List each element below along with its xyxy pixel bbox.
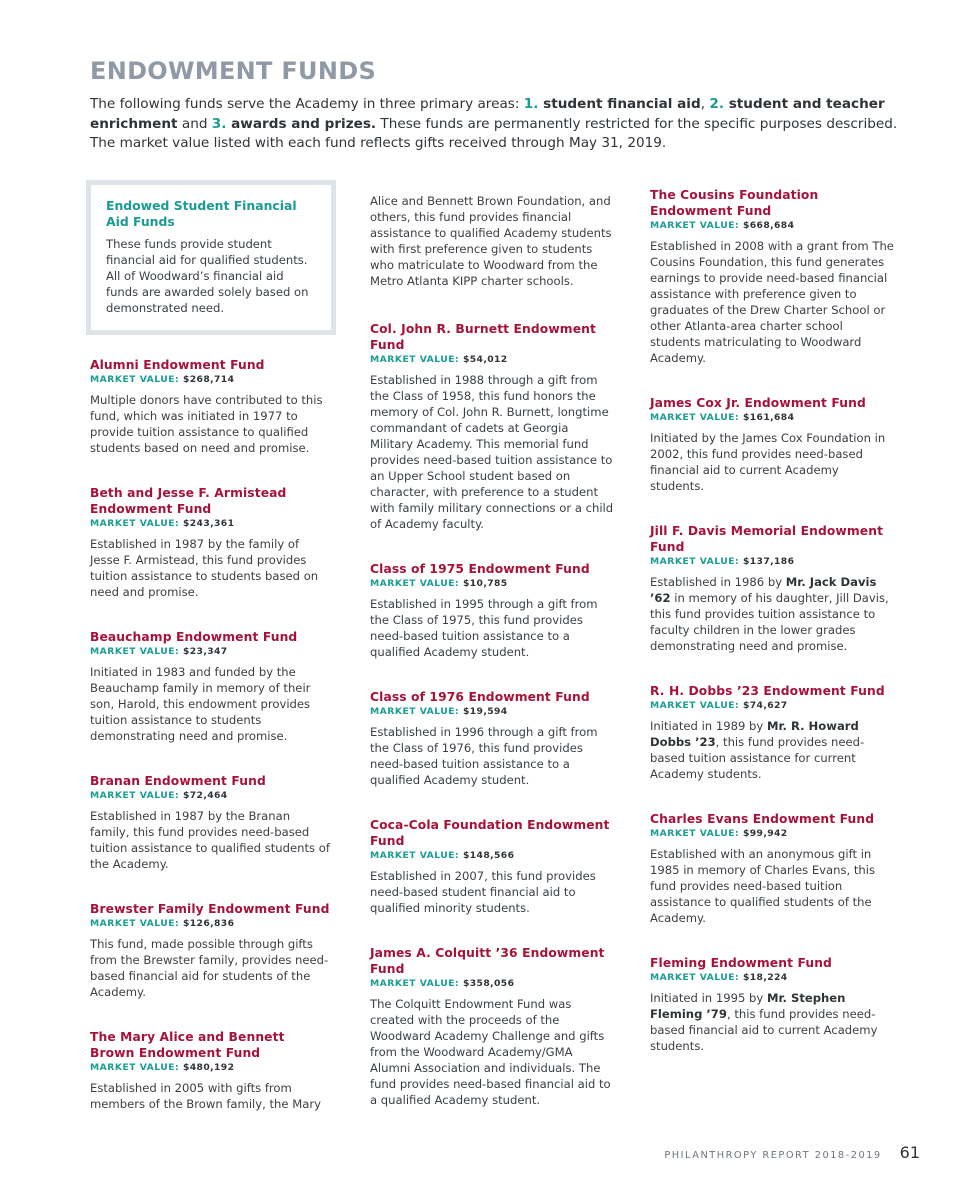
market-value: MARKET VALUE: $161,684 <box>650 412 795 423</box>
fund-description: Established in 1996 through a gift from the Class of 1976, this fund provides need-based tuition assistance to a qualified Academy student. <box>370 725 598 787</box>
fund-name: The Mary Alice and Bennett Brown Endowment Fund <box>90 1030 285 1060</box>
financial-aid-callout <box>86 180 336 335</box>
fund-name: Coca-Cola Foundation Endowment Fund <box>370 818 610 848</box>
fund-name: Fleming Endowment Fund <box>650 956 832 970</box>
fund-name: Charles Evans Endowment Fund <box>650 812 875 826</box>
fund-entry <box>650 395 895 494</box>
fund-description: Established in 2008 with a grant from The Cousins Foundation, this fund generates earnings to provide need-based financial assistance with preference given to graduates of the Drew Charter School or other Atlanta-area charter school students matriculating to Woodward Academy. <box>650 239 894 365</box>
fund-description: Initiated in 1989 by Mr. R. Howard Dobbs ’23, this fund provides need-based tuition assistance for current Academy students. <box>650 719 865 781</box>
fund-entry <box>86 629 331 744</box>
fund-name: James Cox Jr. Endowment Fund <box>650 396 866 410</box>
fund-name: Col. John R. Burnett Endowment Fund <box>370 322 596 352</box>
page-footer <box>664 1143 920 1162</box>
fund-description: Established in 1986 by Mr. Jack Davis ’62 in memory of his daughter, Jill Davis, this fund provides tuition assistance to faculty children in the lower grades demonstrating need and promise. <box>650 575 889 653</box>
market-value: MARKET VALUE: $480,192 <box>90 1062 235 1073</box>
fund-name: Class of 1975 Endowment Fund <box>370 562 590 576</box>
fund-description: Multiple donors have contributed to this fund, which was initiated in 1977 to provide tuition assistance to qualified students based on need and promise. <box>90 393 323 455</box>
callout-text: These funds provide student financial aid for qualified students. All of Woodward’s financial aid funds are awarded solely based on demonstrated need. <box>106 237 309 315</box>
market-value: MARKET VALUE: $243,361 <box>90 518 235 529</box>
fund-name: Beauchamp Endowment Fund <box>90 630 298 644</box>
fund-entry <box>370 561 615 660</box>
fund-entry <box>650 955 895 1054</box>
fund-entry <box>370 817 615 916</box>
fund-entry <box>370 321 615 532</box>
market-value: MARKET VALUE: $268,714 <box>90 374 235 385</box>
market-value: MARKET VALUE: $126,836 <box>90 918 235 929</box>
fund-entry <box>86 901 331 1000</box>
fund-name: Alumni Endowment Fund <box>90 358 265 372</box>
fund-description: Established with an anonymous gift in 1985 in memory of Charles Evans, this fund provides need-based tuition assistance to qualified students of the Academy. <box>650 847 876 925</box>
fund-entry <box>370 689 615 788</box>
footer-label: PHILANTHROPY REPORT 2018-2019 <box>664 1150 882 1161</box>
market-value: MARKET VALUE: $74,627 <box>650 700 788 711</box>
fund-description: Established in 2007, this fund provides need-based student financial aid to qualified minority students. <box>370 869 596 915</box>
fund-entry <box>650 187 895 366</box>
fund-description: Initiated by the James Cox Foundation in 2002, this fund provides need-based financial aid to current Academy students. <box>650 431 886 493</box>
fund-entry <box>650 683 895 782</box>
market-value: MARKET VALUE: $72,464 <box>90 790 228 801</box>
callout-title: Endowed Student Financial Aid Funds <box>106 198 297 229</box>
fund-entry <box>370 945 615 1108</box>
column-3 <box>650 187 895 1083</box>
fund-description: This fund, made possible through gifts from the Brewster family, provides need-based financial aid for students of the Academy. <box>90 937 329 999</box>
fund-description: Established in 1988 through a gift from the Class of 1958, this fund honors the memory of Col. John R. Burnett, longtime commandant of cadets at Georgia Military Academy. This memorial fund provides need-based tuition assistance to an Upper School student based on character, with preference to a student with family military connections or a child of Academy faculty. <box>370 373 614 531</box>
page-number: 61 <box>899 1143 920 1162</box>
fund-description: Established in 1987 by the Branan family, this fund provides need-based tuition assistance to qualified students of the Academy. <box>90 809 330 871</box>
fund-entry <box>650 811 895 926</box>
market-value: MARKET VALUE: $148,566 <box>370 850 515 861</box>
fund-name: Brewster Family Endowment Fund <box>90 902 330 916</box>
market-value: MARKET VALUE: $137,186 <box>650 556 795 567</box>
fund-description: The Colquitt Endowment Fund was created with the proceeds of the Woodward Academy Challenge and gifts from the Woodward Academy/GMA Alumni Association and individuals. The fund provides need-based financial aid to a qualified Academy student. <box>370 997 611 1107</box>
fund-entry <box>86 485 331 600</box>
fund-name: Jill F. Davis Memorial Endowment Fund <box>650 524 884 554</box>
fund-description: Established in 1995 through a gift from the Class of 1975, this fund provides need-based tuition assistance to a qualified Academy student. <box>370 597 598 659</box>
fund-entry <box>86 773 331 872</box>
fund-entry <box>86 357 331 456</box>
market-value: MARKET VALUE: $18,224 <box>650 972 788 983</box>
market-value: MARKET VALUE: $54,012 <box>370 354 508 365</box>
fund-name: Branan Endowment Fund <box>90 774 266 788</box>
fund-name: Beth and Jesse F. Armistead Endowment Fund <box>90 486 287 516</box>
column-2 <box>370 193 615 1137</box>
fund-name: James A. Colquitt ’36 Endowment Fund <box>370 946 605 976</box>
fund-description: Established in 1987 by the family of Jesse F. Armistead, this fund provides tuition assistance to students based on need and promise. <box>90 537 319 599</box>
fund-name: The Cousins Foundation Endowment Fund <box>650 188 819 218</box>
fund-entry <box>650 523 895 654</box>
fund-description: Initiated in 1983 and funded by the Beauchamp family in memory of their son, Harold, this endowment provides tuition assistance to students demonstrating need and promise. <box>90 665 311 743</box>
column-1 <box>86 180 331 1141</box>
market-value: MARKET VALUE: $19,594 <box>370 706 508 717</box>
continued-description: Alice and Bennett Brown Foundation, and others, this fund provides financial assistance to qualified Academy students with first preference given to students who matriculate to Woodward from the Metro Atlanta KIPP charter schools. <box>370 194 612 288</box>
fund-description: Initiated in 1995 by Mr. Stephen Fleming ’79, this fund provides need-based financial aid to current Academy students. <box>650 991 878 1053</box>
page-title: ENDOWMENT FUNDS <box>90 57 377 85</box>
fund-entry <box>86 1029 331 1112</box>
market-value: MARKET VALUE: $23,347 <box>90 646 228 657</box>
fund-name: Class of 1976 Endowment Fund <box>370 690 590 704</box>
fund-name: R. H. Dobbs ’23 Endowment Fund <box>650 684 885 698</box>
fund-description: Established in 2005 with gifts from members of the Brown family, the Mary <box>90 1081 321 1111</box>
intro-paragraph: The following funds serve the Academy in three primary areas: 1. student financial aid, 2. student and teacher enrichment and 3. awards and prizes. These funds are permanently restricted for the specific purposes described. The market value listed with each fund reflects gifts received through May 31, 2019. <box>90 96 898 151</box>
market-value: MARKET VALUE: $358,056 <box>370 978 515 989</box>
market-value: MARKET VALUE: $10,785 <box>370 578 508 589</box>
market-value: MARKET VALUE: $668,684 <box>650 220 795 231</box>
market-value: MARKET VALUE: $99,942 <box>650 828 788 839</box>
